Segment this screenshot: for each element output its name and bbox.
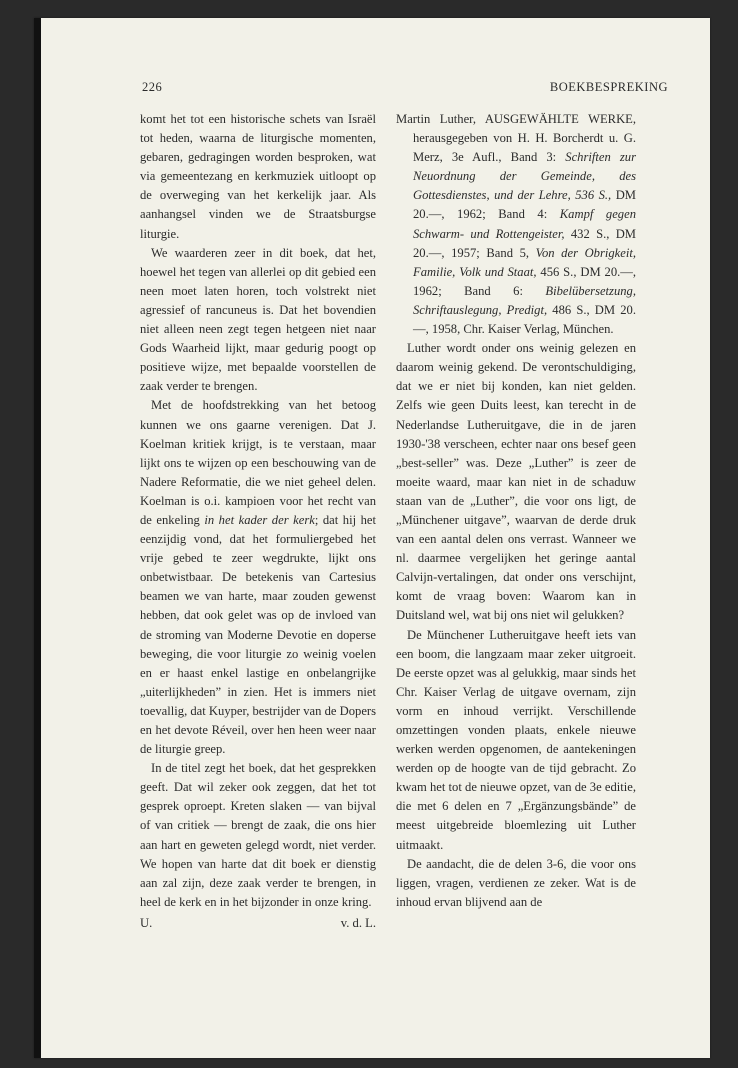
biblio-title: Von der Obrigkeit, Familie, Volk und Staat, <box>413 245 636 279</box>
biblio-text: 432 S., DM 20.—, 1957; Band 5, <box>413 226 636 260</box>
biblio-title: Kampf gegen Schwarm- und Rottengeister, <box>413 207 636 241</box>
italic-phrase: in het kader der kerk <box>204 512 315 527</box>
paragraph-text: ; dat hij het eenzijdig vond, dat het formuliergebed het vrije gebed te zeer wegdrukte, lijkt ons onbetwistbaar. De betekenis van Cartesius beamen we van harte, maar zouden gewenst hebben, dat ook gelet was op de invloed van de stroming van Moderne Devotie en doperse beweging, die voor liturgie zo weinig voelen en er haast enkel lastige en onbelangrijke „uiterlijkheden” in zien. Het is immers niet toevallig, dat Kuyper, bestrijder van de Dopers en het devote Réveil, over hen heen weer naar de liturgie greep. <box>140 512 376 757</box>
signature-right: v. d. L. <box>340 915 376 930</box>
paragraph: komt het tot een historische schets van Israël tot heden, waarna de liturgische momenten, gebaren, gedragingen worden besproken, wat via gemeentezang en kerkmuziek uitloopt op de overweging van het kerkelijk jaar. Als aanhangsel vinden we de Straatsburgse liturgie. <box>140 112 376 241</box>
signature-left: U. <box>140 915 153 930</box>
paragraph: We waarderen zeer in dit boek, dat het, hoewel het tegen van allerlei op dit gebied een neen moet laten horen, toch volstrekt niet agressief of rancuneus is. Dat het bovendien niet alleen neen zegt tegen hetgeen niet naar Gods Waarheid lijkt, maar gedurig poogt op positieve wijze, met bepaalde voorstellen de zaak verder te brengen. <box>140 245 376 394</box>
paragraph: De Münchener Lutheruitgave heeft iets van een boom, die langzaam maar zeker uitgroeit. De eerste opzet was al gelukkig, maar sinds het Chr. Kaiser Verlag de uitgave overnam, zijn vorm en inhoud verrijkt. Verschillende omzettingen vonden plaats, enkele nieuwe werken werden opgenomen, de aantekeningen werden op de hoogte van de tijd gebracht. Zo kwam het tot de nieuwe opzet, van de 3e editie, die met 6 delen en 7 „Ergänzungsbände” de meest uitgebreide bloemlezing uit Luther uitmaakt. <box>396 627 636 852</box>
right-column <box>396 110 636 912</box>
biblio-text: 456 S., DM 20.—, 1962; Band 6: <box>413 264 637 298</box>
paragraph-text: Met de hoofdstrekking van het betoog kunnen we ons gaarne verenigen. Dat J. Koelman kritiek krijgt, is te verstaan, maar lijkt ons te wijzen op een beschouwing van de Nadere Reformatie, die we niet geheel delen. Koelman is o.i. kampioen voor het recht van de enkeling <box>140 398 376 527</box>
biblio-text: 486 S., DM 20.—, 1958, Chr. Kaiser Verlag, München. <box>413 302 636 337</box>
signature <box>140 914 376 933</box>
paragraph: De aandacht, die de delen 3-6, die voor ons liggen, vragen, verdienen ze zeker. Wat is de inhoud ervan blijvend aan de <box>396 856 636 909</box>
biblio-title: Schriften zur Neuordnung der Gemeinde, des Gottesdienstes, und der Lehre, 536 S., <box>413 150 636 203</box>
biblio-text: DM 20.—, 1962; Band 4: <box>413 188 636 222</box>
paragraph: In de titel zegt het boek, dat het gesprekken geeft. Dat wil zeker ook zeggen, dat het tot gesprek oproept. Kreten slaken — van bijval of van critiek — brengt de zaak, die ons hier aan hart en geweten gelegd wordt, niet verder. We hopen van harte dat dit boek er dienstig aan zal zijn, deze zaak verder te brengen, in heel de kerk en in het bijzonder in onze kring. <box>140 761 376 909</box>
bibliographic-entry <box>396 110 636 339</box>
biblio-title: Bibelübersetzung, Schriftauslegung, Predigt, <box>413 283 636 317</box>
book-page <box>34 18 710 1058</box>
paragraph: Luther wordt onder ons weinig gelezen en daarom weinig gekend. De verontschuldiging, dat we er niet bij konden, kan niet gelden. Zelfs wie geen Duits leest, kan terecht in de Nederlandse Lutheruitgave, die in de jaren 1930-'38 verscheen, echter naar ons besef geen „best-seller” was. Deze „Luther” is zeer de moeite waard, maar kan niet in de schaduw staan van de „Luther”, die voor ons ligt, de „Münchener uitgave”, waarvan de derde druk van een aantal delen ons verrast. Wanneer we nl. daarmee vergelijken het geringe aantal Calvijn-vertalingen, dat onder ons verschijnt, komt de vraag boven: Waarom kan in Duitsland wel, wat bij ons niet wil gelukken? <box>396 341 636 623</box>
page-number: 226 <box>142 80 163 94</box>
paragraph <box>140 396 376 759</box>
left-column <box>140 110 376 933</box>
scan-edge <box>34 18 41 1058</box>
running-title: BOEKBESPREKING <box>549 80 668 94</box>
biblio-text: Martin Luther, AUSGEWÄHLTE WERKE, herausgegeben von H. H. Borcherdt u. G. Merz, 3e Aufl., Band 3: <box>396 112 636 165</box>
